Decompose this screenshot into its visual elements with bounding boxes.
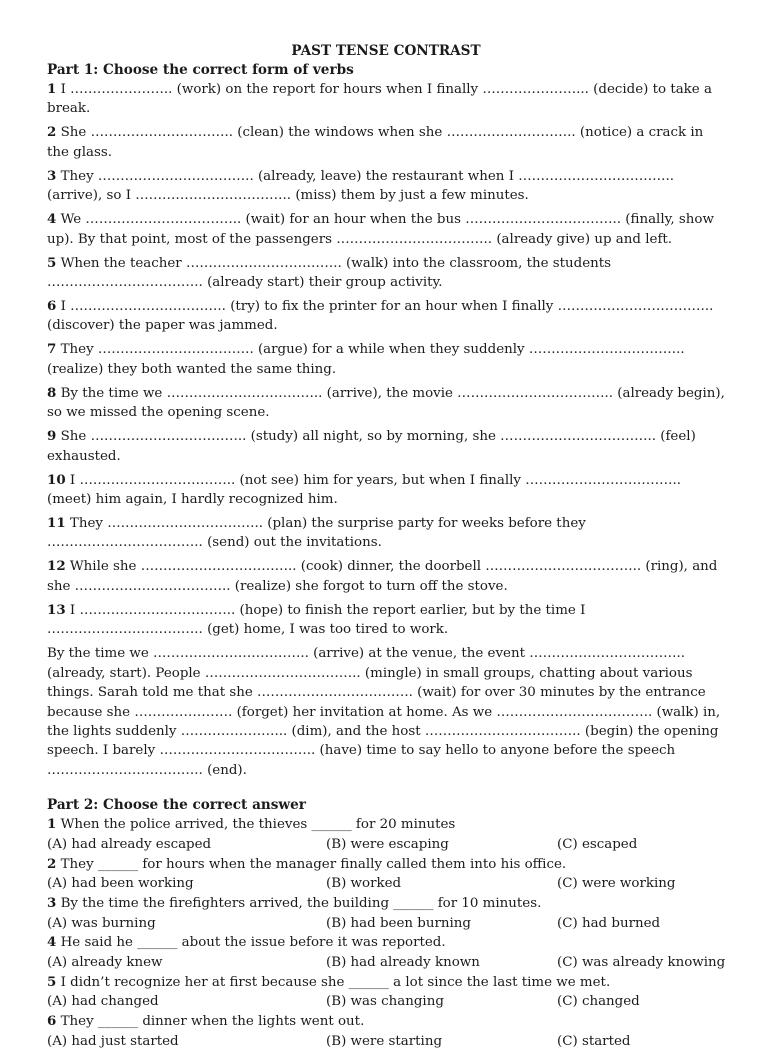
question-number: 1 — [47, 81, 57, 97]
question-number: 8 — [47, 384, 57, 401]
part1-questions — [47, 80, 725, 640]
question-number: 11 — [47, 515, 66, 532]
question-number: 9 — [47, 428, 57, 445]
part1-heading: Part 1: Choose the correct form of verbs — [47, 62, 354, 78]
question-number: 4 — [47, 934, 57, 951]
question-number: 4 — [47, 211, 57, 228]
part1-question — [47, 167, 725, 206]
option-c: (C) had burned — [557, 915, 661, 931]
question-text: She …………………………….. (study) all night, so by morning, she …………………………….. (feel) exhausted. — [47, 429, 696, 464]
question-number: 6 — [47, 1013, 57, 1030]
page-title: PAST TENSE CONTRAST — [291, 43, 481, 59]
question-number: 3 — [47, 167, 57, 184]
worksheet — [47, 42, 725, 1051]
part1-question — [47, 80, 725, 119]
part1-question — [47, 123, 725, 162]
question-text: I …………………………….. (try) to fix the printer for an hour when I finally …………………………….. (discover) the paper was jammed. — [47, 299, 714, 334]
part2-heading: Part 2: Choose the correct answer — [47, 797, 306, 814]
question-text: They …………………………….. (already, leave) the restaurant when I …………………………….. (arrive), so I …………………………….. (miss) them by just a few minutes. — [47, 168, 675, 204]
question-text: I didn’t recognize her at first because she ______ a lot since the last time we met. — [56, 974, 611, 990]
question-text: By the time the firefighters arrived, the building ______ for 10 minutes. — [56, 895, 542, 911]
option-a: (A) already knew — [47, 955, 163, 970]
question-number: 7 — [47, 341, 57, 358]
option-b: (B) worked — [326, 876, 402, 892]
section-spacer — [47, 780, 725, 796]
question-text: I …………………………….. (hope) to finish the report earlier, but by the time I …………………………….. (get) home, I was too tired to work. — [47, 602, 586, 638]
option-a: (A) had changed — [47, 994, 159, 1010]
option-c: (C) escaped — [557, 836, 638, 852]
part1-question — [47, 340, 725, 379]
part2-question — [47, 933, 725, 972]
question-number: 13 — [47, 601, 66, 618]
part1-question — [47, 514, 725, 553]
question-number: 5 — [47, 254, 57, 271]
part1-paragraph: By the time we …………………………….. (arrive) at the venue, the event …………………………….. (already, start). People …………………………….. (mingle) in small groups, chatting about various things. Sarah told me that she …………………………….. (wait) for over 30 minutes by the entrance because she …………………. (forget) her invitation at home. As we …………………………….. (walk) in, the lights suddenly …………………... (dim), and the host …………………………….. (begin) the opening speech. I barely …………………………….. (have) time to say hello to anyone before the speech …………………………….. (end). — [47, 646, 721, 778]
question-text: I ………………….. (work) on the report for hours when I finally …………………... (decide) to take a break. — [47, 82, 712, 117]
question-text: They …………………………….. (argue) for a while when they suddenly …………………………….. (realize) they both wanted the same thing. — [47, 342, 685, 377]
option-a: (A) had already escaped — [47, 836, 212, 852]
answer-options — [47, 914, 725, 934]
option-c: (C) was already knowing — [557, 955, 726, 970]
part1-question — [47, 557, 725, 596]
question-stem — [47, 815, 725, 835]
question-text: He said he ______ about the issue before it was reported. — [56, 935, 446, 951]
part2-question — [47, 894, 725, 933]
option-b: (B) had already known — [326, 955, 480, 970]
part1-question — [47, 254, 725, 293]
part1-question — [47, 601, 725, 640]
question-text: They ______ for hours when the manager finally called them into his office. — [56, 856, 567, 872]
part1-question — [47, 297, 725, 336]
part2-question — [47, 973, 725, 1012]
question-stem — [47, 933, 725, 953]
question-text: They ______ dinner when the lights went out. — [56, 1014, 365, 1030]
option-c: (C) were working — [557, 876, 676, 892]
question-stem — [47, 973, 725, 993]
answer-options — [47, 1032, 725, 1051]
question-text: We …………………………….. (wait) for an hour when the bus …………………………….. (finally, show up). By that point, most of the passengers …………………………….. (already give) up and left. — [47, 212, 714, 247]
part2-question — [47, 815, 725, 854]
question-text: When the teacher …………………………….. (walk) into the classroom, the students …………………………….. (already start) their group activity. — [47, 255, 612, 291]
option-a: (A) was burning — [47, 915, 156, 931]
question-number: 2 — [47, 124, 57, 141]
option-b: (B) was changing — [326, 994, 444, 1010]
part2-question — [47, 855, 725, 894]
question-text: I …………………………….. (not see) him for years, but when I finally …………………………….. (meet) him again, I hardly recognized him. — [47, 472, 682, 508]
part1-question — [47, 210, 725, 249]
option-b: (B) were escaping — [326, 836, 449, 852]
part1-question — [47, 471, 725, 510]
question-text: When the police arrived, the thieves ______ for 20 minutes — [56, 817, 456, 833]
question-number: 6 — [47, 298, 57, 315]
question-text: By the time we …………………………….. (arrive), the movie …………………………….. (already begin), so we missed the opening scene. — [47, 385, 725, 421]
answer-options — [47, 992, 725, 1012]
question-number: 5 — [47, 973, 57, 990]
question-text: They …………………………….. (plan) the surprise party for weeks before they …………………………….. (send) out the invitations. — [47, 516, 586, 551]
option-b: (B) had been burning — [326, 915, 471, 931]
answer-options — [47, 874, 725, 894]
option-c: (C) started — [557, 1033, 631, 1049]
question-number: 1 — [47, 816, 57, 833]
option-c: (C) changed — [557, 994, 640, 1010]
answer-options — [47, 835, 725, 855]
question-number: 12 — [47, 558, 66, 575]
part1-question — [47, 427, 725, 466]
question-number: 3 — [47, 894, 57, 911]
question-text: She ………………………….. (clean) the windows when she ……………………….. (notice) a crack in the glass. — [47, 125, 704, 160]
part1-question — [47, 384, 725, 423]
option-a: (A) had been working — [47, 876, 194, 892]
question-number: 2 — [47, 855, 57, 872]
question-number: 10 — [47, 471, 66, 488]
question-stem — [47, 894, 725, 914]
part2-question — [47, 1012, 725, 1051]
question-stem — [47, 855, 725, 875]
part2-questions — [47, 815, 725, 1051]
question-stem — [47, 1012, 725, 1032]
option-b: (B) were starting — [326, 1033, 443, 1049]
option-a: (A) had just started — [47, 1033, 179, 1049]
answer-options — [47, 953, 725, 973]
question-text: While she …………………………….. (cook) dinner, the doorbell …………………………….. (ring), and she …………………………….. (realize) she forgot to turn off the stove. — [47, 559, 718, 594]
